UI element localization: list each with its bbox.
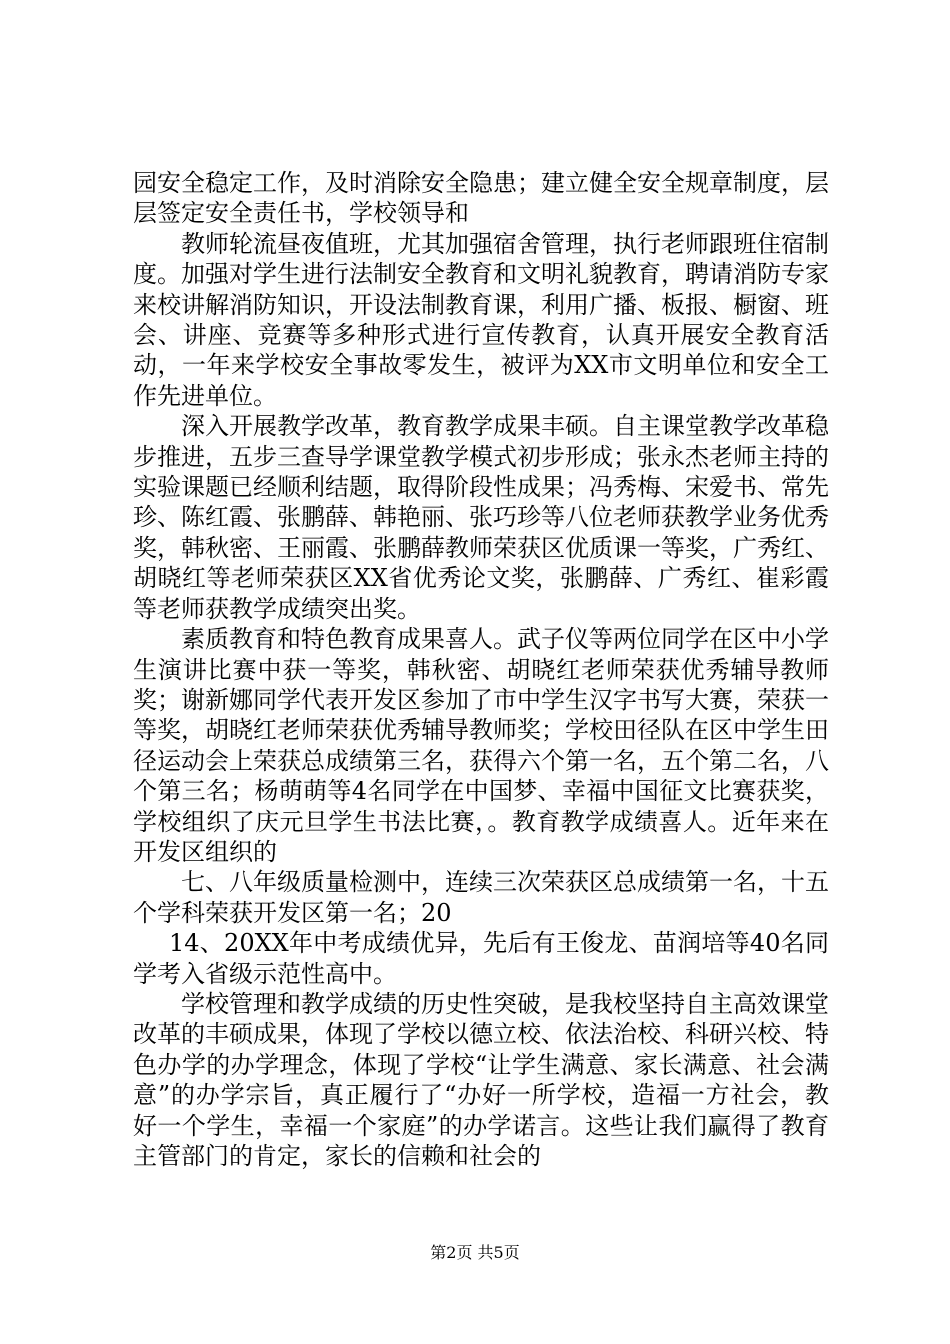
paragraph-1: 园安全稳定工作，及时消除安全隐患；建立健全安全规章制度，层层签定安全责任书，学校领导和 [133,169,829,228]
paragraph-4: 素质教育和特色教育成果喜人。武子仪等两位同学在区中小学生演讲比赛中获一等奖，韩秋密、胡晓红老师荣获优秀辅导教师奖；谢新娜同学代表开发区参加了市中学生汉字书写大赛，荣获一等奖，胡晓红老师荣获优秀辅导教师奖；学校田径队在区中学生田径运动会上荣获总成绩第三名，获得六个第一名，五个第二名，八个第三名；杨萌萌等4名同学在中国梦、幸福中国征文比赛获奖，学校组织了庆元旦学生书法比赛，。教育教学成绩喜人。近年来在开发区组织的 [133,625,829,866]
paragraph-5: 七、八年级质量检测中，连续三次荣获区总成绩第一名，十五个学科荣获开发区第一名；20 [133,868,829,927]
paragraph-7: 学校管理和教学成绩的历史性突破，是我校坚持自主高效课堂改革的丰硕成果，体现了学校以德立校、依法治校、科研兴校、特色办学的办学理念，体现了学校“让学生满意、家长满意、社会满意”的办学宗旨，真正履行了“办好一所学校，造福一方社会，教好一个学生，幸福一个家庭”的办学诺言。这些让我们赢得了教育主管部门的肯定，家长的信赖和社会的 [133,989,829,1170]
paragraph-3: 深入开展教学改革，教育教学成果丰硕。自主课堂教学改革稳步推进，五步三查导学课堂教学模式初步形成；张永杰老师主持的实验课题已经顺利结题，取得阶段性成果；冯秀梅、宋爱书、常先珍、陈红霞、张鹏薛、韩艳丽、张巧珍等八位老师获教学业务优秀奖，韩秋密、王丽霞、张鹏薛教师荣获区优质课一等奖，广秀红、胡晓红等老师荣获区XX省优秀论文奖，张鹏薛、广秀红、崔彩霞等老师获教学成绩突出奖。 [133,412,829,623]
document-body [133,168,829,1171]
page-number-footer: 第2页 共5页 [430,1243,520,1262]
paragraph-2: 教师轮流昼夜值班，尤其加强宿舍管理，执行老师跟班住宿制度。加强对学生进行法制安全教育和文明礼貌教育，聘请消防专家来校讲解消防知识，开设法制教育课，利用广播、板报、橱窗、班会、讲座、竞赛等多种形式进行宣传教育，认真开展安全教育活动，一年来学校安全事故零发生，被评为XX市文明单位和安全工作先进单位。 [133,229,829,410]
paragraph-6: 14、20XX年中考成绩优异，先后有王俊龙、苗润培等40名同学考入省级示范性高中。 [133,929,829,988]
